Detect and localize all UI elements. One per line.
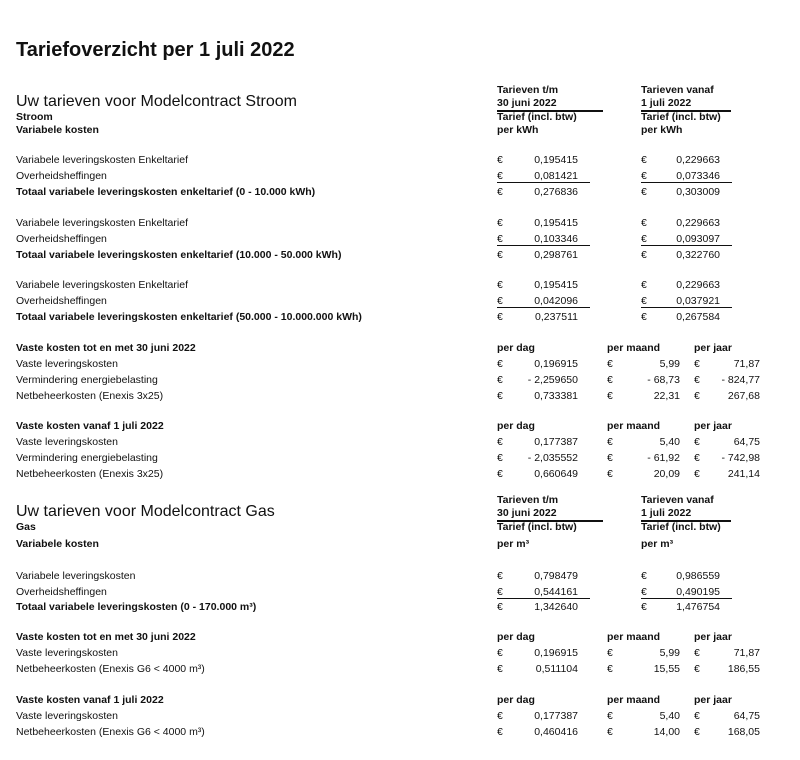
- stroom-fixed-old-row-0-jaar-euro: €: [694, 358, 700, 370]
- gas-fixed-old-per-jaar: per jaar: [694, 631, 732, 643]
- stroom-fixed-old-heading: Vaste kosten tot en met 30 juni 2022: [16, 342, 196, 354]
- stroom-block-0-row1-new-euro: €: [641, 154, 647, 166]
- gas-fixed-old-row-1-dag-euro: €: [497, 663, 503, 675]
- stroom-block-2-row1-new: 0,229663: [676, 279, 720, 291]
- stroom-fixed-old-row-1-jaar: - 824,77: [721, 374, 760, 386]
- gas-row1-new-euro: €: [641, 570, 647, 582]
- stroom-fixed-old-row-1-dag: - 2,259650: [527, 374, 578, 386]
- gas-total-old-euro: €: [497, 601, 503, 613]
- stroom-fixed-new-row-2-jaar: 241,14: [727, 468, 760, 480]
- stroom-block-2-row2-new: 0,037921: [676, 295, 720, 307]
- stroom-block-1-total-old: 0,298761: [534, 249, 578, 261]
- stroom-block-2-row2-old: 0,042096: [534, 295, 578, 307]
- stroom-block-1-row1-new-euro: €: [641, 217, 647, 229]
- stroom-fixed-new-row-1-dag: - 2,035552: [527, 452, 578, 464]
- stroom-col1-unit: per kWh: [497, 124, 539, 136]
- stroom-fixed-old-row-1-jaar-euro: €: [694, 374, 700, 386]
- stroom-fixed-new-row-1-maand: - 61,92: [647, 452, 680, 464]
- stroom-fixed-old-per-dag: per dag: [497, 342, 535, 354]
- stroom-fixed-old-row-1-maand-euro: €: [607, 374, 613, 386]
- gas-label: Gas: [16, 521, 36, 533]
- stroom-fixed-old-row-1-dag-euro: €: [497, 374, 503, 386]
- gas-row2-old-underline: [497, 598, 590, 599]
- stroom-fixed-new-row-1-dag-euro: €: [497, 452, 503, 464]
- stroom-fixed-new-row-2-maand-euro: €: [607, 468, 613, 480]
- stroom-label: Stroom: [16, 111, 53, 123]
- stroom-fixed-new-row-1-maand-euro: €: [607, 452, 613, 464]
- stroom-fixed-old-row-1-label: Vermindering energiebelasting: [16, 374, 158, 386]
- stroom-block-1-row2-old-euro: €: [497, 233, 503, 245]
- gas-fixed-old-row-0-jaar-euro: €: [694, 647, 700, 659]
- stroom-block-1-row1-new: 0,229663: [676, 217, 720, 229]
- gas-total-label: Totaal variabele leveringskosten (0 - 170.000 m³): [16, 601, 257, 613]
- gas-fixed-new-row-0-dag: 0,177387: [534, 710, 578, 722]
- page-title: Tariefoverzicht per 1 juli 2022: [16, 39, 295, 61]
- gas-fixed-new-row-1-jaar: 168,05: [727, 726, 760, 738]
- stroom-block-2-total-new-euro: €: [641, 311, 647, 323]
- stroom-fixed-new-per-maand: per maand: [607, 420, 661, 432]
- stroom-fixed-old-per-jaar: per jaar: [694, 342, 732, 354]
- gas-col2-header: Tarieven vanaf: [641, 494, 714, 506]
- gas-col1-unit: per m³: [497, 538, 530, 550]
- stroom-col2-date: 1 juli 2022: [641, 97, 731, 112]
- stroom-fixed-old-row-0-maand: 5,99: [659, 358, 680, 370]
- stroom-block-2-total-old: 0,237511: [534, 311, 578, 323]
- stroom-fixed-new-per-jaar: per jaar: [694, 420, 732, 432]
- gas-total-new: 1,476754: [676, 601, 720, 613]
- stroom-col2-header: Tarieven vanaf: [641, 84, 714, 96]
- stroom-fixed-new-row-0-label: Vaste leveringskosten: [16, 436, 118, 448]
- gas-fixed-new-row-1-label: Netbeheerkosten (Enexis G6 < 4000 m³): [16, 726, 205, 738]
- gas-fixed-old-row-1-maand: 15,55: [653, 663, 680, 675]
- stroom-block-2-row2-label: Overheidsheffingen: [16, 295, 107, 307]
- stroom-fixed-new-per-dag: per dag: [497, 420, 535, 432]
- gas-col1-tarief: Tarief (incl. btw): [497, 521, 577, 533]
- stroom-block-2-row2-old-euro: €: [497, 295, 503, 307]
- gas-col1-header: Tarieven t/m: [497, 494, 559, 506]
- gas-fixed-old-per-dag: per dag: [497, 631, 535, 643]
- gas-row2-label: Overheidsheffingen: [16, 586, 107, 598]
- gas-fixed-old-row-0-maand-euro: €: [607, 647, 613, 659]
- stroom-col2-tarief: Tarief (incl. btw): [641, 111, 721, 123]
- stroom-block-2-total-label: Totaal variabele leveringskosten enkeltarief (50.000 - 10.000.000 kWh): [16, 311, 362, 323]
- stroom-fixed-new-row-2-label: Netbeheerkosten (Enexis 3x25): [16, 468, 164, 480]
- stroom-fixed-old-row-2-maand: 22,31: [653, 390, 680, 402]
- gas-row1-label: Variabele leveringskosten: [16, 570, 136, 582]
- stroom-block-0-row2-old-euro: €: [497, 170, 503, 182]
- stroom-block-1-row2-old-underline: [497, 245, 590, 246]
- stroom-block-1-row2-label: Overheidsheffingen: [16, 233, 107, 245]
- gas-col1-date: 30 juni 2022: [497, 507, 603, 522]
- stroom-fixed-old-row-0-label: Vaste leveringskosten: [16, 358, 118, 370]
- gas-total-old: 1,342640: [534, 601, 578, 613]
- stroom-fixed-new-row-1-label: Vermindering energiebelasting: [16, 452, 158, 464]
- stroom-block-1-row1-old: 0,195415: [534, 217, 578, 229]
- gas-fixed-new-row-0-dag-euro: €: [497, 710, 503, 722]
- gas-fixed-old-row-1-jaar: 186,55: [727, 663, 760, 675]
- stroom-fixed-old-row-2-dag: 0,733381: [534, 390, 578, 402]
- stroom-block-0-row2-old: 0,081421: [534, 170, 578, 182]
- stroom-block-0-row2-new-euro: €: [641, 170, 647, 182]
- stroom-fixed-new-row-2-dag-euro: €: [497, 468, 503, 480]
- stroom-block-2-row1-new-euro: €: [641, 279, 647, 291]
- stroom-block-2-row2-new-underline: [641, 307, 732, 308]
- gas-fixed-new-row-1-dag: 0,460416: [534, 726, 578, 738]
- stroom-fixed-old-row-0-dag: 0,196915: [534, 358, 578, 370]
- stroom-fixed-new-row-0-jaar: 64,75: [733, 436, 760, 448]
- gas-fixed-new-per-maand: per maand: [607, 694, 661, 706]
- stroom-col1-date: 30 juni 2022: [497, 97, 603, 112]
- gas-fixed-new-per-jaar: per jaar: [694, 694, 732, 706]
- gas-col2-tarief: Tarief (incl. btw): [641, 521, 721, 533]
- stroom-block-0-row2-new: 0,073346: [676, 170, 720, 182]
- stroom-block-0-total-label: Totaal variabele leveringskosten enkeltarief (0 - 10.000 kWh): [16, 186, 316, 198]
- gas-total-new-euro: €: [641, 601, 647, 613]
- gas-col2-unit: per m³: [641, 538, 674, 550]
- stroom-fixed-old-row-2-jaar: 267,68: [727, 390, 760, 402]
- gas-row2-old-euro: €: [497, 586, 503, 598]
- stroom-fixed-old-row-2-dag-euro: €: [497, 390, 503, 402]
- gas-fixed-new-per-dag: per dag: [497, 694, 535, 706]
- stroom-fixed-old-row-2-jaar-euro: €: [694, 390, 700, 402]
- stroom-fixed-new-row-1-jaar: - 742,98: [721, 452, 760, 464]
- stroom-fixed-new-heading: Vaste kosten vanaf 1 juli 2022: [16, 420, 164, 432]
- stroom-block-0-row1-label: Variabele leveringskosten Enkeltarief: [16, 154, 188, 166]
- stroom-fixed-new-row-2-maand: 20,09: [653, 468, 680, 480]
- stroom-fixed-old-row-2-label: Netbeheerkosten (Enexis 3x25): [16, 390, 164, 402]
- gas-fixed-old-row-0-label: Vaste leveringskosten: [16, 647, 118, 659]
- stroom-col1-header: Tarieven t/m: [497, 84, 559, 96]
- gas-fixed-new-row-0-label: Vaste leveringskosten: [16, 710, 118, 722]
- stroom-block-2-total-old-euro: €: [497, 311, 503, 323]
- gas-fixed-old-row-0-dag-euro: €: [497, 647, 503, 659]
- stroom-block-0-row2-label: Overheidsheffingen: [16, 170, 107, 182]
- stroom-fixed-old-row-2-maand-euro: €: [607, 390, 613, 402]
- stroom-block-2-row2-new-euro: €: [641, 295, 647, 307]
- gas-row2-new: 0,490195: [676, 586, 720, 598]
- gas-fixed-new-row-0-maand: 5,40: [659, 710, 680, 722]
- stroom-fixed-old-per-maand: per maand: [607, 342, 661, 354]
- stroom-block-1-row1-label: Variabele leveringskosten Enkeltarief: [16, 217, 188, 229]
- stroom-block-0-total-old-euro: €: [497, 186, 503, 198]
- stroom-block-0-row1-old-euro: €: [497, 154, 503, 166]
- stroom-fixed-old-row-0-jaar: 71,87: [733, 358, 760, 370]
- gas-row1-old-euro: €: [497, 570, 503, 582]
- stroom-fixed-new-row-1-jaar-euro: €: [694, 452, 700, 464]
- stroom-fixed-new-row-2-jaar-euro: €: [694, 468, 700, 480]
- gas-fixed-old-row-0-jaar: 71,87: [733, 647, 760, 659]
- gas-row2-old: 0,544161: [534, 586, 578, 598]
- gas-fixed-old-row-1-maand-euro: €: [607, 663, 613, 675]
- stroom-block-1-row2-new: 0,093097: [676, 233, 720, 245]
- stroom-block-1-total-new-euro: €: [641, 249, 647, 261]
- gas-fixed-old-row-1-jaar-euro: €: [694, 663, 700, 675]
- gas-fixed-new-row-1-maand-euro: €: [607, 726, 613, 738]
- stroom-variable-costs-label: Variabele kosten: [16, 124, 99, 136]
- stroom-block-0-row2-new-underline: [641, 182, 732, 183]
- gas-fixed-old-row-1-dag: 0,511104: [535, 663, 578, 675]
- stroom-fixed-new-row-0-dag: 0,177387: [534, 436, 578, 448]
- stroom-col2-unit: per kWh: [641, 124, 683, 136]
- stroom-block-1-row2-old: 0,103346: [534, 233, 578, 245]
- stroom-block-2-row1-old-euro: €: [497, 279, 503, 291]
- stroom-block-2-row1-label: Variabele leveringskosten Enkeltarief: [16, 279, 188, 291]
- stroom-section-title: Uw tarieven voor Modelcontract Stroom: [16, 93, 297, 110]
- stroom-block-1-total-new: 0,322760: [676, 249, 720, 261]
- stroom-fixed-new-row-0-maand-euro: €: [607, 436, 613, 448]
- stroom-block-0-row1-new: 0,229663: [676, 154, 720, 166]
- gas-col2-date: 1 juli 2022: [641, 507, 731, 522]
- stroom-block-2-total-new: 0,267584: [676, 311, 720, 323]
- gas-fixed-old-row-0-dag: 0,196915: [534, 647, 578, 659]
- stroom-block-0-row1-old: 0,195415: [534, 154, 578, 166]
- stroom-block-0-row2-old-underline: [497, 182, 590, 183]
- stroom-block-2-row2-old-underline: [497, 307, 590, 308]
- stroom-fixed-old-row-1-maand: - 68,73: [647, 374, 680, 386]
- stroom-block-1-row2-new-underline: [641, 245, 732, 246]
- gas-fixed-old-row-1-label: Netbeheerkosten (Enexis G6 < 4000 m³): [16, 663, 205, 675]
- gas-fixed-old-per-maand: per maand: [607, 631, 661, 643]
- gas-fixed-new-row-1-maand: 14,00: [653, 726, 680, 738]
- stroom-col1-tarief: Tarief (incl. btw): [497, 111, 577, 123]
- gas-fixed-new-row-1-jaar-euro: €: [694, 726, 700, 738]
- gas-row1-old: 0,798479: [534, 570, 578, 582]
- stroom-block-1-total-old-euro: €: [497, 249, 503, 261]
- gas-row2-new-underline: [641, 598, 732, 599]
- gas-row2-new-euro: €: [641, 586, 647, 598]
- gas-fixed-new-row-1-dag-euro: €: [497, 726, 503, 738]
- gas-fixed-new-heading: Vaste kosten vanaf 1 juli 2022: [16, 694, 164, 706]
- stroom-block-0-total-old: 0,276836: [534, 186, 578, 198]
- gas-variable-costs-label: Variabele kosten: [16, 538, 99, 550]
- stroom-block-1-row2-new-euro: €: [641, 233, 647, 245]
- gas-fixed-new-row-0-jaar-euro: €: [694, 710, 700, 722]
- stroom-fixed-new-row-2-dag: 0,660649: [534, 468, 578, 480]
- gas-section-title: Uw tarieven voor Modelcontract Gas: [16, 503, 275, 520]
- gas-row1-new: 0,986559: [676, 570, 720, 582]
- stroom-block-0-total-new-euro: €: [641, 186, 647, 198]
- stroom-fixed-old-row-0-dag-euro: €: [497, 358, 503, 370]
- gas-fixed-new-row-0-jaar: 64,75: [733, 710, 760, 722]
- gas-fixed-old-row-0-maand: 5,99: [659, 647, 680, 659]
- stroom-fixed-new-row-0-jaar-euro: €: [694, 436, 700, 448]
- stroom-block-2-row1-old: 0,195415: [534, 279, 578, 291]
- stroom-block-0-total-new: 0,303009: [676, 186, 720, 198]
- stroom-fixed-old-row-0-maand-euro: €: [607, 358, 613, 370]
- stroom-fixed-new-row-0-maand: 5,40: [659, 436, 680, 448]
- stroom-fixed-new-row-0-dag-euro: €: [497, 436, 503, 448]
- stroom-block-1-total-label: Totaal variabele leveringskosten enkeltarief (10.000 - 50.000 kWh): [16, 249, 342, 261]
- gas-fixed-new-row-0-maand-euro: €: [607, 710, 613, 722]
- gas-fixed-old-heading: Vaste kosten tot en met 30 juni 2022: [16, 631, 196, 643]
- stroom-block-1-row1-old-euro: €: [497, 217, 503, 229]
